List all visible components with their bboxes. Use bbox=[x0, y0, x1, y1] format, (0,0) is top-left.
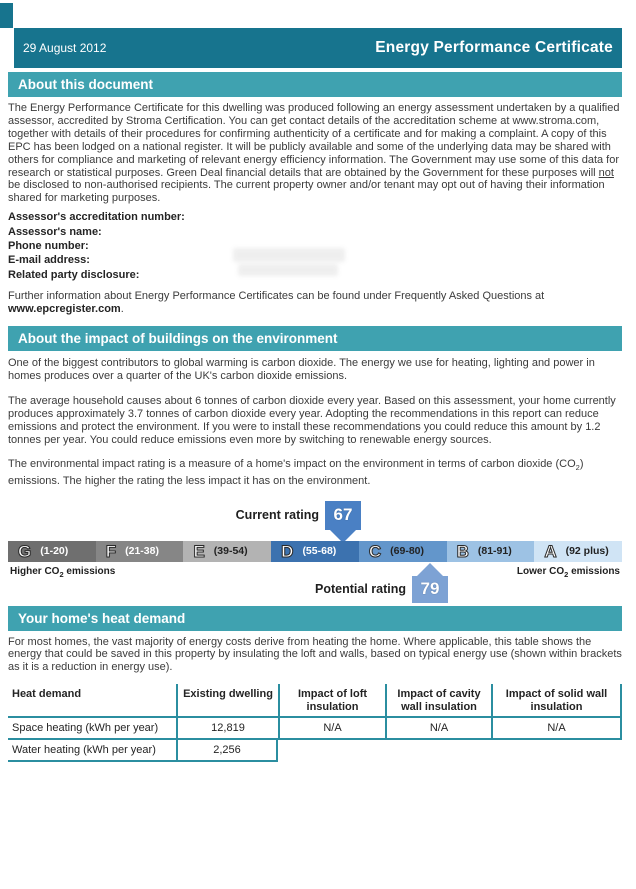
potential-rating-label: Potential rating bbox=[315, 582, 406, 597]
epc-band-letter: D bbox=[281, 541, 294, 561]
lower-emissions-post: emissions bbox=[568, 565, 620, 577]
table-header-heat-demand: Heat demand bbox=[8, 684, 176, 718]
epc-band-range: (92 plus) bbox=[565, 545, 609, 558]
email-address-label: E-mail address: bbox=[8, 254, 90, 267]
document-content bbox=[8, 72, 622, 762]
co2-rating-scale bbox=[8, 497, 622, 603]
epcregister-link-text: www.epcregister.com bbox=[8, 303, 121, 316]
section-header-about-document bbox=[8, 72, 622, 97]
higher-emissions-pre: Higher CO bbox=[10, 565, 60, 577]
epc-band-B bbox=[447, 541, 535, 562]
epc-band-letter: B bbox=[456, 541, 469, 561]
environment-paragraph-2: The average household causes about 6 tonnes of carbon dioxide every year. Based on this assessment, your home currently produces approximately 3.7 tonnes of carbon dioxide every year. Adopting the recommendations in this report can reduce emissions and protect the environment. If you were to install these recommendations you could reduce this amount by 1.2 tonnes per year. You could reduce emissions even more by switching to renewable energy sources. bbox=[8, 394, 616, 446]
lower-emissions-note bbox=[517, 566, 620, 579]
redaction-smudge bbox=[233, 248, 345, 262]
epc-scale-bar bbox=[8, 541, 622, 562]
further-information-text: Further information about Energy Performance Certificates can be found under Frequently Asked Questions at bbox=[8, 290, 545, 303]
current-rating-marker: 67 bbox=[325, 501, 361, 530]
epc-band-A bbox=[534, 541, 622, 562]
table-header-solid-wall-insulation: Impact of solid wall insulation bbox=[491, 684, 622, 718]
water-heating-empty-cell bbox=[278, 740, 385, 762]
table-header-loft-insulation: Impact of loft insulation bbox=[278, 684, 385, 718]
section-title-about-document: About this document bbox=[18, 77, 153, 92]
about-document-text-post: be disclosed to non-authorised recipients. The current property owner and/or tenant may opt out of having their information shared for marketing purposes. bbox=[8, 179, 605, 205]
assessor-fields bbox=[8, 210, 622, 282]
section-header-environment bbox=[8, 326, 622, 351]
space-heating-loft-value: N/A bbox=[278, 718, 385, 740]
epc-band-letter: A bbox=[544, 541, 557, 561]
environment-paragraph-3 bbox=[8, 458, 622, 488]
potential-rating-row bbox=[8, 576, 448, 603]
water-heating-empty-cell bbox=[385, 740, 491, 762]
environment-paragraph-1: One of the biggest contributors to global warming is carbon dioxide. The energy we use for heating, lighting and power in homes produces over a quarter of the UK's carbon dioxide emissions. bbox=[8, 357, 595, 382]
table-header-cavity-wall-insulation: Impact of cavity wall insulation bbox=[385, 684, 491, 718]
document-title: Energy Performance Certificate bbox=[375, 39, 613, 56]
redaction-smudge bbox=[238, 264, 338, 276]
epc-band-letter: C bbox=[368, 541, 382, 561]
lower-emissions-sub: 2 bbox=[564, 569, 569, 579]
phone-number-label: Phone number: bbox=[8, 240, 89, 253]
epc-band-range: (1-20) bbox=[40, 545, 69, 558]
about-document-text-underlined: not bbox=[598, 166, 614, 179]
potential-rating-pointer-icon bbox=[417, 563, 443, 576]
further-information-period: . bbox=[120, 303, 124, 316]
water-heating-empty-cell bbox=[491, 740, 622, 762]
epc-band-C bbox=[359, 541, 447, 562]
epc-band-letter: E bbox=[193, 541, 205, 561]
related-party-disclosure-label: Related party disclosure: bbox=[8, 268, 140, 281]
epc-band-G bbox=[8, 541, 96, 562]
epc-band-range: (39-54) bbox=[213, 545, 248, 558]
current-rating-row bbox=[8, 501, 361, 530]
epc-band-E bbox=[183, 541, 271, 562]
about-document-paragraph bbox=[8, 102, 622, 205]
epc-band-range: (55-68) bbox=[302, 545, 337, 558]
water-heating-label: Water heating (kWh per year) bbox=[8, 740, 176, 762]
assessor-name-label: Assessor's name: bbox=[8, 225, 102, 238]
current-rating-label: Current rating bbox=[235, 508, 319, 523]
higher-emissions-post: emissions bbox=[63, 565, 116, 577]
epc-band-letter: G bbox=[18, 541, 32, 561]
table-header-existing-dwelling: Existing dwelling bbox=[176, 684, 278, 718]
epc-band-range: (81-91) bbox=[477, 545, 512, 558]
epc-band-range: (21-38) bbox=[125, 545, 159, 558]
page-corner-mark bbox=[0, 3, 13, 28]
space-heating-cavity-value: N/A bbox=[385, 718, 491, 740]
higher-emissions-sub: 2 bbox=[59, 569, 64, 579]
space-heating-label: Space heating (kWh per year) bbox=[8, 718, 176, 740]
space-heating-existing-value: 12,819 bbox=[176, 718, 278, 740]
lower-emissions-pre: Lower CO bbox=[516, 565, 565, 577]
epc-band-D bbox=[271, 541, 359, 562]
potential-rating-marker: 79 bbox=[412, 576, 448, 603]
heat-demand-intro: For most homes, the vast majority of energy costs derive from heating the home. Where applicable, this table shows the energy that could be saved in this property by insulating the loft and walls, based on typical energy use (shown within brackets as it is a reduction in energy use). bbox=[8, 635, 622, 674]
environment-paragraph-3-post: ) emissions. The higher the rating the less impact it has on the environment. bbox=[8, 457, 584, 487]
heat-demand-table bbox=[8, 684, 622, 762]
about-document-text-pre: The Energy Performance Certificate for this dwelling was produced following an energy assessment undertaken by a qualified assessor, accredited by Stroma Certification. You can get contact details of the accreditation scheme at www.stroma.com, together with details of their procedures for confirming authenticity of a certificate and for making a complaint. A copy of this EPC has been lodged on a national register. It will be publicly available and some of the underlying data may be shared with others for compliance and marketing of relevant energy efficiency information. The Government may use some of this data for research or statistical purposes. Green Deal financial details that are obtained by the Government for these purposes will bbox=[8, 102, 620, 179]
co2-subscript: 2 bbox=[575, 462, 580, 472]
space-heating-solid-value: N/A bbox=[491, 718, 622, 740]
section-title-environment: About the impact of buildings on the environment bbox=[18, 331, 338, 347]
further-information-paragraph bbox=[8, 290, 622, 316]
epc-band-letter: F bbox=[105, 541, 117, 561]
section-header-heat-demand bbox=[8, 606, 622, 631]
water-heating-existing-value: 2,256 bbox=[176, 740, 278, 762]
epc-band-F bbox=[96, 541, 184, 562]
environment-paragraph-3-pre: The environmental impact rating is a measure of a home's impact on the environment in terms of carbon dioxide (CO bbox=[8, 457, 576, 470]
section-title-heat-demand: Your home's heat demand bbox=[18, 610, 186, 626]
epc-band-range: (69-80) bbox=[390, 545, 425, 558]
document-header bbox=[14, 28, 622, 68]
assessor-accreditation-number-label: Assessor's accreditation number: bbox=[8, 211, 185, 224]
document-date: 29 August 2012 bbox=[23, 41, 107, 55]
